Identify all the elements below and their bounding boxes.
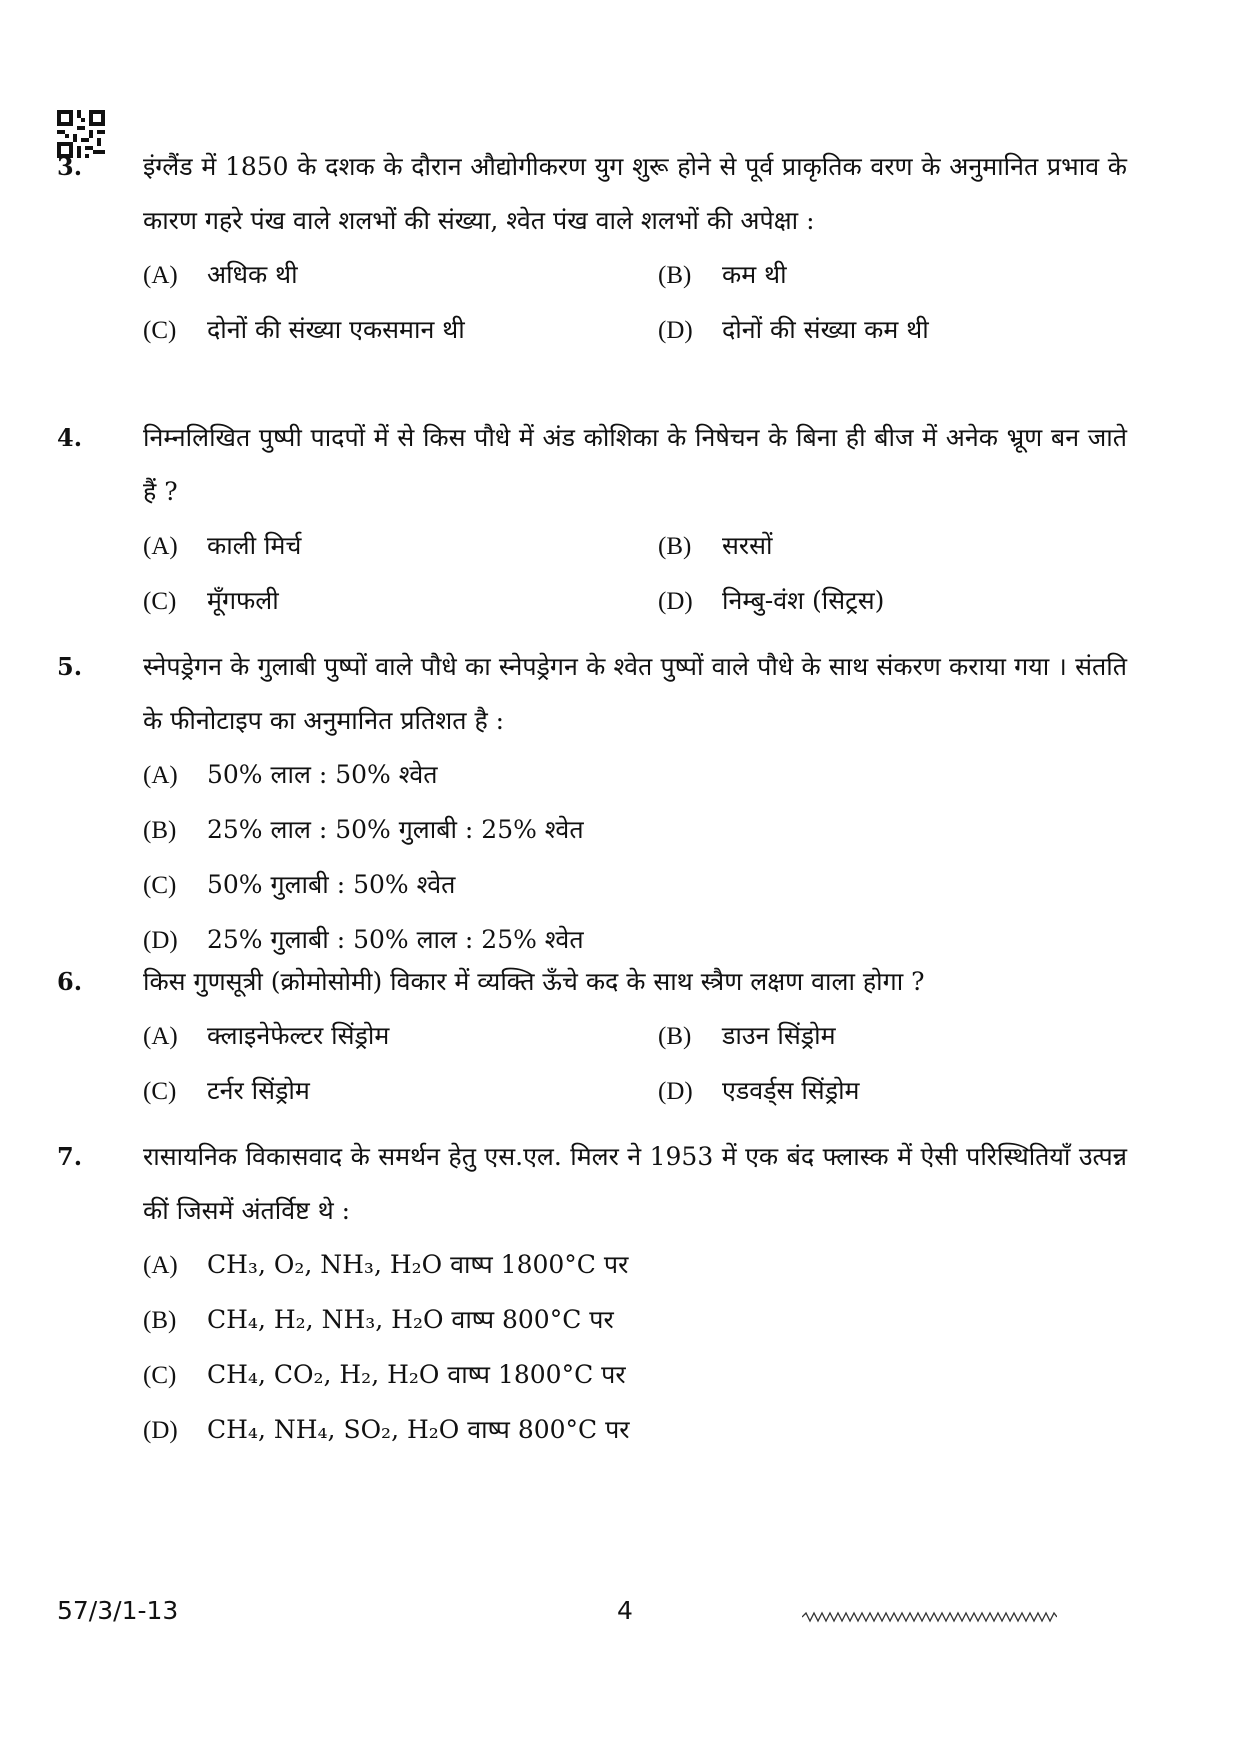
option-b[interactable]: (B) CH₄, H₂, NH₃, H₂O वाष्प 800°C पर [143, 1305, 614, 1334]
option-d[interactable]: (D) एडवर्ड्स सिंड्रोम [658, 1076, 860, 1105]
question-text: स्नेपड्रेगन के गुलाबी पुष्पों वाले पौधे का स्नेपड्रेगन के श्वेत पुष्पों वाले पौधे के साथ संकरण कराया गया । संतति के फीनोटाइप का अनुमानित प्रतिशत है : [143, 652, 1127, 735]
option-a[interactable]: (A) क्लाइनेफेल्टर सिंड्रोम [143, 1021, 390, 1050]
question-number: 5. [57, 652, 83, 681]
option-b[interactable]: (B) सरसों [658, 531, 773, 560]
option-d[interactable]: (D) CH₄, NH₄, SO₂, H₂O वाष्प 800°C पर [143, 1415, 630, 1444]
question-number: 6. [57, 967, 83, 996]
option-b[interactable]: (B) 25% लाल : 50% गुलाबी : 25% श्वेत [143, 815, 584, 844]
option-c[interactable]: (C) CH₄, CO₂, H₂, H₂O वाष्प 1800°C पर [143, 1360, 626, 1389]
option-c[interactable]: (C) दोनों की संख्या एकसमान थी [143, 315, 465, 344]
option-a[interactable]: (A) काली मिर्च [143, 531, 302, 560]
question-7 [57, 1130, 1127, 1458]
options [143, 748, 1127, 968]
question-number: 3. [57, 152, 83, 181]
options [143, 519, 1127, 629]
option-b[interactable]: (B) कम थी [658, 260, 787, 289]
question-text: निम्नलिखित पुष्पी पादपों में से किस पौधे में अंड कोशिका के निषेचन के बिना ही बीज में अनेक भ्रूण बन जाते हैं ? [143, 423, 1127, 506]
option-a[interactable]: (A) CH₃, O₂, NH₃, H₂O वाष्प 1800°C पर [143, 1250, 629, 1279]
wavy-line-decoration [802, 1610, 1057, 1624]
question-3 [57, 140, 1127, 358]
question-6 [57, 955, 1127, 1119]
option-a[interactable]: (A) 50% लाल : 50% श्वेत [143, 760, 438, 789]
question-text: इंग्लैंड में 1850 के दशक के दौरान औद्योगीकरण युग शुरू होने से पूर्व प्राकृतिक वरण के अनुमानित प्रभाव के कारण गहरे पंख वाले शलभों की संख्या, श्वेत पंख वाले शलभों की अपेक्षा : [143, 152, 1127, 235]
option-c[interactable]: (C) मूँगफली [143, 586, 279, 615]
question-number: 4. [57, 423, 83, 452]
option-b[interactable]: (B) डाउन सिंड्रोम [658, 1021, 836, 1050]
page-footer [57, 1596, 1184, 1636]
option-c[interactable]: (C) 50% गुलाबी : 50% श्वेत [143, 870, 456, 899]
question-text: किस गुणसूत्री (क्रोमोसोमी) विकार में व्यक्ति ऊँचे कद के साथ स्त्रैण लक्षण वाला होगा ? [143, 967, 925, 996]
option-d[interactable]: (D) निम्बु-वंश (सिट्रस) [658, 586, 885, 615]
question-text: रासायनिक विकासवाद के समर्थन हेतु एस.एल. मिलर ने 1953 में एक बंद फ्लास्क में ऐसी परिस्थितियाँ उत्पन्न कीं जिसमें अंतर्विष्ट थे : [143, 1142, 1127, 1225]
options [143, 248, 1127, 358]
question-number: 7. [57, 1142, 83, 1171]
option-a[interactable]: (A) अधिक थी [143, 260, 298, 289]
option-c[interactable]: (C) टर्नर सिंड्रोम [143, 1076, 310, 1105]
option-d[interactable]: (D) 25% गुलाबी : 50% लाल : 25% श्वेत [143, 925, 584, 954]
page-number: 4 [617, 1596, 633, 1625]
options [143, 1009, 1127, 1119]
question-5 [57, 640, 1127, 968]
question-4 [57, 411, 1127, 629]
paper-code: 57/3/1-13 [57, 1596, 179, 1625]
options [143, 1238, 1127, 1458]
option-d[interactable]: (D) दोनों की संख्या कम थी [658, 315, 929, 344]
